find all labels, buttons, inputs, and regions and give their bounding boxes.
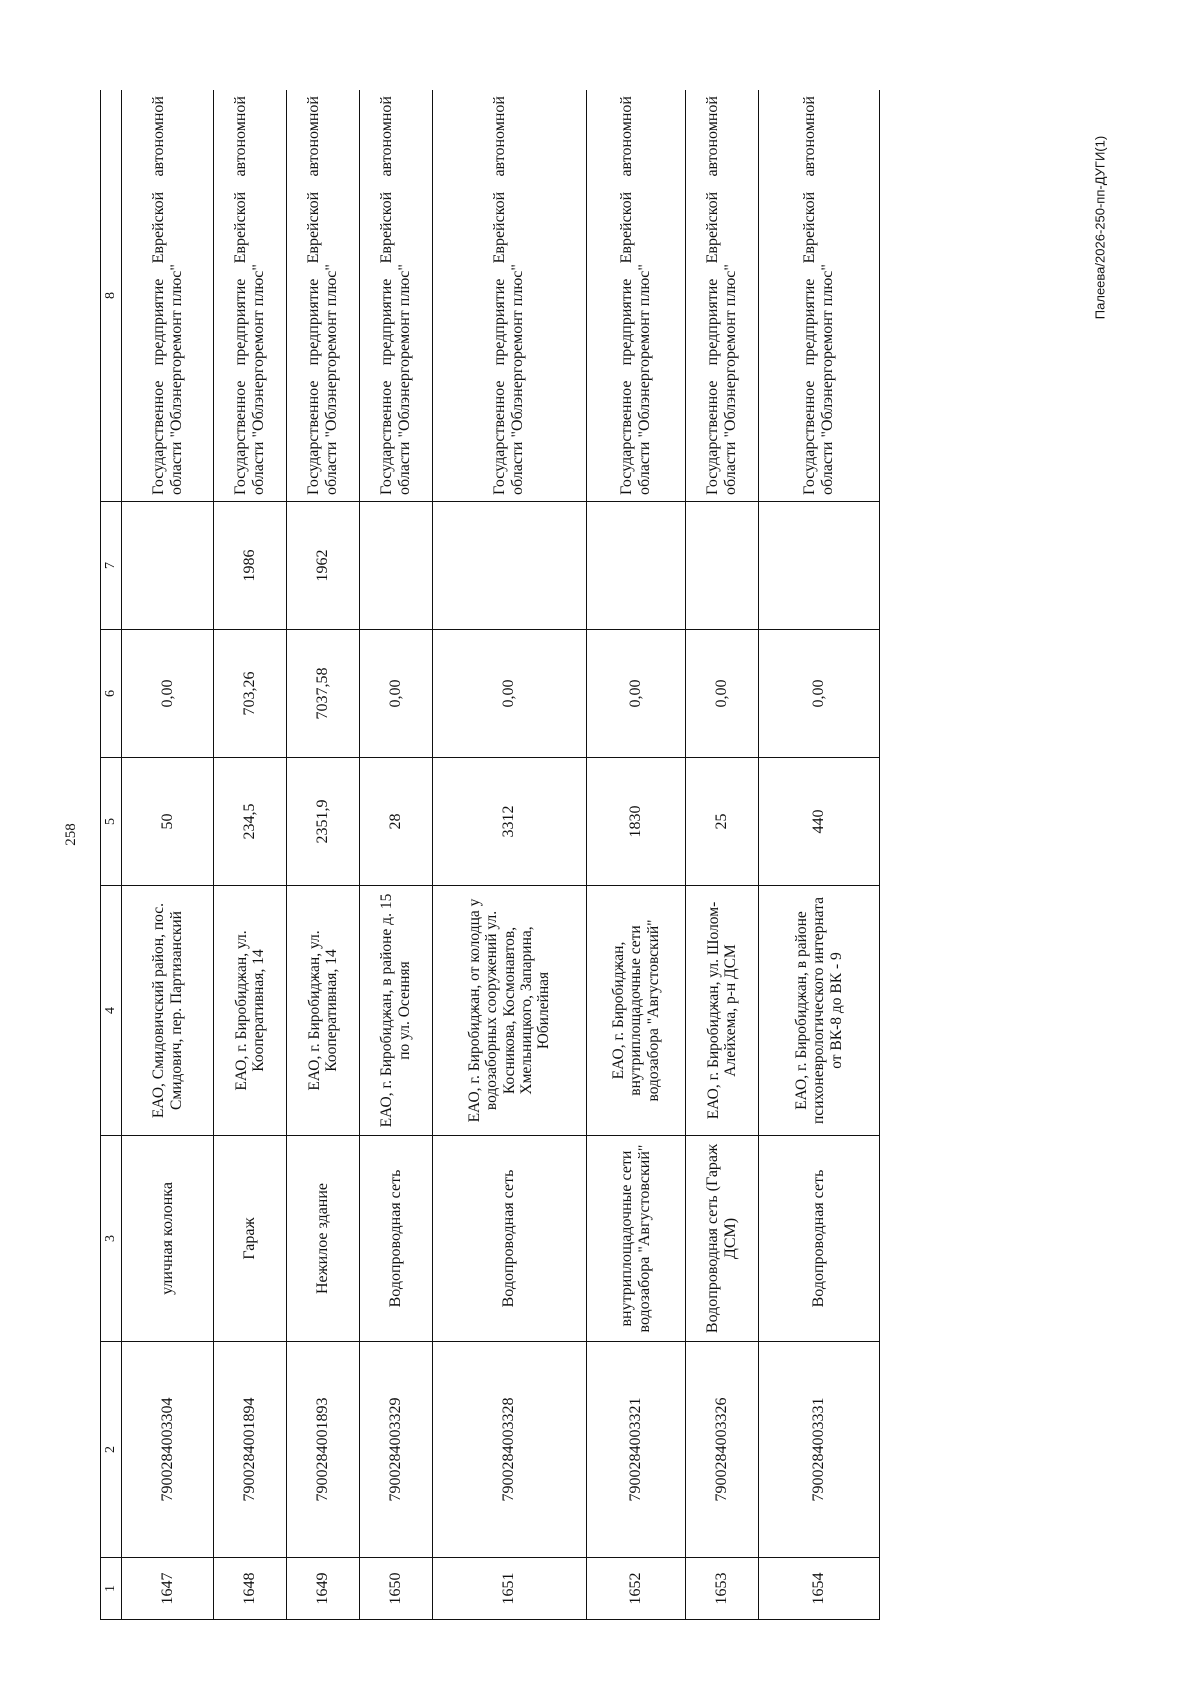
holder-cell: Государственное предприятие Еврейской автономной области "Облэнергоремонт плюс" xyxy=(359,90,432,502)
area-cell: 440 xyxy=(758,758,879,886)
row-number-cell: 1652 xyxy=(586,1558,685,1620)
row-number-cell: 1653 xyxy=(686,1558,759,1620)
object-name-cell: Гараж xyxy=(214,1136,287,1342)
cadastral-number-cell: 7900284003321 xyxy=(586,1342,685,1558)
area-cell: 25 xyxy=(686,758,759,886)
year-cell: 1962 xyxy=(287,502,360,630)
area-cell: 1830 xyxy=(586,758,685,886)
value-cell: 0,00 xyxy=(686,630,759,758)
object-name-cell: Водопроводная сеть (Гараж ДСМ) xyxy=(686,1136,759,1342)
page-number: 258 xyxy=(62,823,79,846)
table-row xyxy=(121,90,214,1620)
address-cell: ЕАО, г. Биробиджан, в районе психоневрологического интерната от ВК-8 до ВК - 9 xyxy=(758,886,879,1136)
table-body xyxy=(101,90,880,1620)
holder-cell: Государственное предприятие Еврейской автономной области "Облэнергоремонт плюс" xyxy=(758,90,879,502)
column-header: 1 xyxy=(101,1558,122,1620)
value-cell: 0,00 xyxy=(121,630,214,758)
table-row xyxy=(758,90,879,1620)
document-reference: Палеева/2026-250-пп-ДУГИ(1) xyxy=(1092,135,1108,320)
cadastral-number-cell: 7900284003331 xyxy=(758,1342,879,1558)
address-cell: ЕАО, Смидовичский район, пос. Смидович, пер. Партизанский xyxy=(121,886,214,1136)
area-cell: 28 xyxy=(359,758,432,886)
address-cell: ЕАО, г. Биробиджан, в районе д. 15 по ул. Осенняя xyxy=(359,886,432,1136)
cadastral-number-cell: 7900284001893 xyxy=(287,1342,360,1558)
table-row xyxy=(432,90,586,1620)
year-cell xyxy=(686,502,759,630)
object-name-cell: внутриплощадочные сети водозабора "Августовский" xyxy=(586,1136,685,1342)
area-cell: 234,5 xyxy=(214,758,287,886)
year-cell xyxy=(359,502,432,630)
object-name-cell: Водопроводная сеть xyxy=(432,1136,586,1342)
holder-cell: Государственное предприятие Еврейской автономной области "Облэнергоремонт плюс" xyxy=(121,90,214,502)
value-cell: 0,00 xyxy=(359,630,432,758)
value-cell: 703,26 xyxy=(214,630,287,758)
column-header: 7 xyxy=(101,502,122,630)
registry-table xyxy=(100,90,880,1620)
holder-cell: Государственное предприятие Еврейской автономной области "Облэнергоремонт плюс" xyxy=(432,90,586,502)
holder-cell: Государственное предприятие Еврейской автономной области "Облэнергоремонт плюс" xyxy=(287,90,360,502)
registry-table-frame xyxy=(100,90,880,1620)
row-number-cell: 1650 xyxy=(359,1558,432,1620)
address-cell: ЕАО, г. Биробиджан, ул. Шолом-Алейхема, р-н ДСМ xyxy=(686,886,759,1136)
year-cell: 1986 xyxy=(214,502,287,630)
object-name-cell: Нежилое здание xyxy=(287,1136,360,1342)
column-header: 4 xyxy=(101,886,122,1136)
year-cell xyxy=(121,502,214,630)
object-name-cell: Водопроводная сеть xyxy=(758,1136,879,1342)
column-header: 2 xyxy=(101,1342,122,1558)
table-row xyxy=(686,90,759,1620)
value-cell: 0,00 xyxy=(758,630,879,758)
cadastral-number-cell: 7900284003329 xyxy=(359,1342,432,1558)
row-number-cell: 1654 xyxy=(758,1558,879,1620)
address-cell: ЕАО, г. Биробиджан, ул. Кооперативная, 14 xyxy=(287,886,360,1136)
address-cell: ЕАО, г. Биробиджан, от колодца у водозаборных сооружений ул. Косникова, Космонавтов, Хмельницкого, Запарина, Юбилейная xyxy=(432,886,586,1136)
object-name-cell: Водопроводная сеть xyxy=(359,1136,432,1342)
area-cell: 3312 xyxy=(432,758,586,886)
object-name-cell: уличная колонка xyxy=(121,1136,214,1342)
table-row xyxy=(359,90,432,1620)
area-cell: 2351,9 xyxy=(287,758,360,886)
cadastral-number-cell: 7900284003326 xyxy=(686,1342,759,1558)
year-cell xyxy=(432,502,586,630)
value-cell: 0,00 xyxy=(432,630,586,758)
cadastral-number-cell: 7900284003304 xyxy=(121,1342,214,1558)
value-cell: 0,00 xyxy=(586,630,685,758)
row-number-cell: 1651 xyxy=(432,1558,586,1620)
row-number-cell: 1649 xyxy=(287,1558,360,1620)
header-row xyxy=(101,90,122,1620)
column-header: 6 xyxy=(101,630,122,758)
value-cell: 7037,58 xyxy=(287,630,360,758)
year-cell xyxy=(586,502,685,630)
holder-cell: Государственное предприятие Еврейской автономной области "Облэнергоремонт плюс" xyxy=(586,90,685,502)
holder-cell: Государственное предприятие Еврейской автономной области "Облэнергоремонт плюс" xyxy=(214,90,287,502)
year-cell xyxy=(758,502,879,630)
table-row xyxy=(287,90,360,1620)
holder-cell: Государственное предприятие Еврейской автономной области "Облэнергоремонт плюс" xyxy=(686,90,759,502)
column-header: 8 xyxy=(101,90,122,502)
address-cell: ЕАО, г. Биробиджан, ул. Кооперативная, 14 xyxy=(214,886,287,1136)
row-number-cell: 1648 xyxy=(214,1558,287,1620)
column-header: 5 xyxy=(101,758,122,886)
area-cell: 50 xyxy=(121,758,214,886)
cadastral-number-cell: 7900284003328 xyxy=(432,1342,586,1558)
table-row xyxy=(214,90,287,1620)
row-number-cell: 1647 xyxy=(121,1558,214,1620)
registry-table-rotated xyxy=(100,90,880,1620)
cadastral-number-cell: 7900284001894 xyxy=(214,1342,287,1558)
column-header: 3 xyxy=(101,1136,122,1342)
table-row xyxy=(586,90,685,1620)
address-cell: ЕАО, г. Биробиджан, внутриплощадочные сети водозабора "Августовский" xyxy=(586,886,685,1136)
